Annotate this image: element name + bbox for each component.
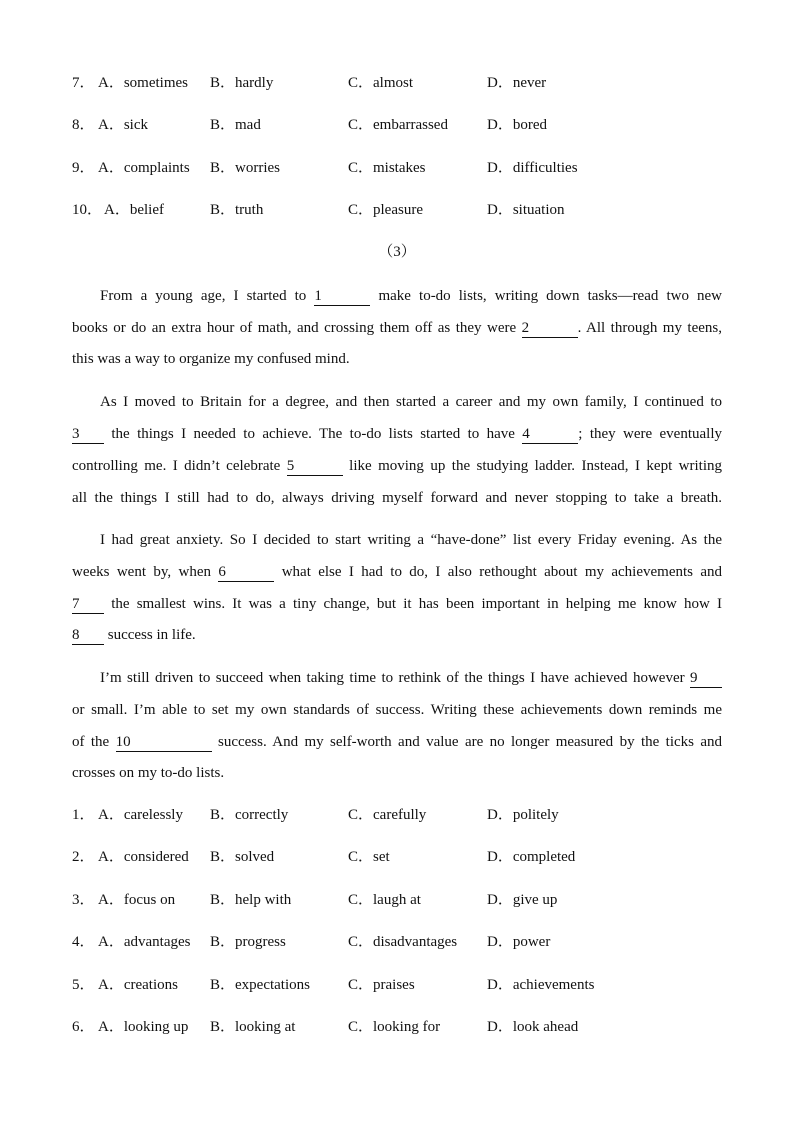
option-b: B．worries bbox=[210, 160, 280, 176]
passage-text: all the things I still had to do, always driving myself forward and never stopping to take a breath. bbox=[72, 490, 722, 506]
option-a: A．focus on bbox=[98, 892, 176, 908]
option-a: A．looking up bbox=[98, 1019, 189, 1035]
option-a: A．considered bbox=[98, 849, 189, 865]
option-a: A．carelessly bbox=[98, 807, 183, 823]
passage-line bbox=[72, 699, 722, 721]
passage-line bbox=[72, 593, 722, 615]
passage-line bbox=[100, 285, 722, 307]
passage-line bbox=[72, 624, 722, 646]
option-a: A．advantages bbox=[98, 934, 191, 950]
option-c: C．almost bbox=[348, 75, 414, 91]
option-d: D．difficulties bbox=[487, 160, 578, 176]
option-d: D．give up bbox=[487, 892, 558, 908]
option-b: B．truth bbox=[210, 202, 264, 218]
option-b: B．progress bbox=[210, 934, 286, 950]
question-number: 3． bbox=[72, 892, 95, 908]
passage-text: the smallest wins. It was a tiny change, but it has been important in helping me know how I bbox=[111, 596, 723, 612]
option-c: C．mistakes bbox=[348, 160, 426, 176]
option-d: D．completed bbox=[487, 849, 576, 865]
passage-line bbox=[72, 348, 722, 370]
blank-5: 5 bbox=[287, 457, 343, 476]
option-c: C．looking for bbox=[348, 1019, 441, 1035]
option-a: A．sometimes bbox=[98, 75, 188, 91]
option-b: B．mad bbox=[210, 117, 261, 133]
passage-text: . All through my teens, bbox=[577, 320, 723, 336]
option-c: C．disadvantages bbox=[348, 934, 458, 950]
blank-9: 9 bbox=[690, 669, 722, 688]
passage-text: or small. I’m able to set my own standards of success. Writing these achievements down reminds me bbox=[72, 702, 722, 718]
passage-text: ; they were eventually bbox=[578, 426, 723, 442]
section-title: （3） bbox=[378, 244, 416, 260]
option-b: B．hardly bbox=[210, 75, 274, 91]
passage-text: From a young age, I started to bbox=[100, 288, 307, 304]
option-c: C．embarrassed bbox=[348, 117, 448, 133]
option-a: A．sick bbox=[98, 117, 148, 133]
passage-line bbox=[72, 423, 722, 445]
option-b: B．solved bbox=[210, 849, 275, 865]
passage-text: crosses on my to-do lists. bbox=[72, 765, 225, 781]
passage-line bbox=[100, 667, 722, 689]
blank-10: 10 bbox=[116, 733, 212, 752]
blank-6: 6 bbox=[218, 563, 274, 582]
option-d: D．look ahead bbox=[487, 1019, 579, 1035]
passage-text: this was a way to organize my confused mind. bbox=[72, 351, 350, 367]
option-b: B．correctly bbox=[210, 807, 289, 823]
passage-line bbox=[100, 391, 722, 413]
option-a: A．complaints bbox=[98, 160, 190, 176]
passage-text: make to-do lists, writing down tasks—read two new bbox=[378, 288, 723, 304]
passage-text: books or do an extra hour of math, and crossing them off as they were bbox=[72, 320, 517, 336]
blank-3: 3 bbox=[72, 425, 104, 444]
question-number: 8． bbox=[72, 117, 95, 133]
blank-2: 2 bbox=[522, 319, 578, 338]
question-number: 6． bbox=[72, 1019, 95, 1035]
blank-8: 8 bbox=[72, 626, 104, 645]
passage-line bbox=[72, 762, 722, 784]
passage-text: what else I had to do, I also rethought about my achievements and bbox=[281, 564, 722, 580]
passage-text: the things I needed to achieve. The to-do lists started to have bbox=[111, 426, 515, 442]
option-b: B．expectations bbox=[210, 977, 310, 993]
passage-text: of the bbox=[72, 734, 110, 750]
passage-text: I had great anxiety. So I decided to start writing a “have-done” list every Friday evening. As the bbox=[100, 532, 722, 548]
blank-4: 4 bbox=[522, 425, 578, 444]
option-c: C．pleasure bbox=[348, 202, 423, 218]
question-number: 2． bbox=[72, 849, 95, 865]
blank-7: 7 bbox=[72, 595, 104, 614]
option-a: A．creations bbox=[98, 977, 178, 993]
option-c: C．laugh at bbox=[348, 892, 421, 908]
option-c: C．praises bbox=[348, 977, 415, 993]
passage-line bbox=[72, 731, 722, 753]
option-d: D．bored bbox=[487, 117, 547, 133]
passage-text: As I moved to Britain for a degree, and then started a career and my own family, I continued to bbox=[100, 394, 722, 410]
passage-line bbox=[72, 561, 722, 583]
question-number: 1． bbox=[72, 807, 95, 823]
passage-line bbox=[72, 487, 722, 509]
question-number: 7． bbox=[72, 75, 95, 91]
option-a: A．belief bbox=[104, 202, 164, 218]
passage-text: weeks went by, when bbox=[72, 564, 211, 580]
option-d: D．situation bbox=[487, 202, 565, 218]
option-b: B．help with bbox=[210, 892, 292, 908]
option-d: D．politely bbox=[487, 807, 559, 823]
passage-text: controlling me. I didn’t celebrate bbox=[72, 458, 281, 474]
passage-line bbox=[72, 317, 722, 339]
option-b: B．looking at bbox=[210, 1019, 296, 1035]
option-d: D．power bbox=[487, 934, 551, 950]
blank-1: 1 bbox=[314, 287, 370, 306]
passage-text: success. And my self-worth and value are no longer measured by the ticks and bbox=[217, 734, 723, 750]
question-number: 9． bbox=[72, 160, 95, 176]
option-d: D．never bbox=[487, 75, 547, 91]
question-number: 5． bbox=[72, 977, 95, 993]
passage-line bbox=[72, 455, 722, 477]
passage-text: like moving up the studying ladder. Instead, I kept writing bbox=[349, 458, 722, 474]
question-number: 4． bbox=[72, 934, 95, 950]
question-number: 10． bbox=[72, 202, 103, 218]
passage-text: I’m still driven to succeed when taking time to rethink of the things I have achieved however bbox=[100, 670, 685, 686]
option-c: C．carefully bbox=[348, 807, 427, 823]
passage-text: success in life. bbox=[107, 627, 196, 643]
option-c: C．set bbox=[348, 849, 390, 865]
option-d: D．achievements bbox=[487, 977, 595, 993]
passage-line bbox=[100, 529, 722, 551]
